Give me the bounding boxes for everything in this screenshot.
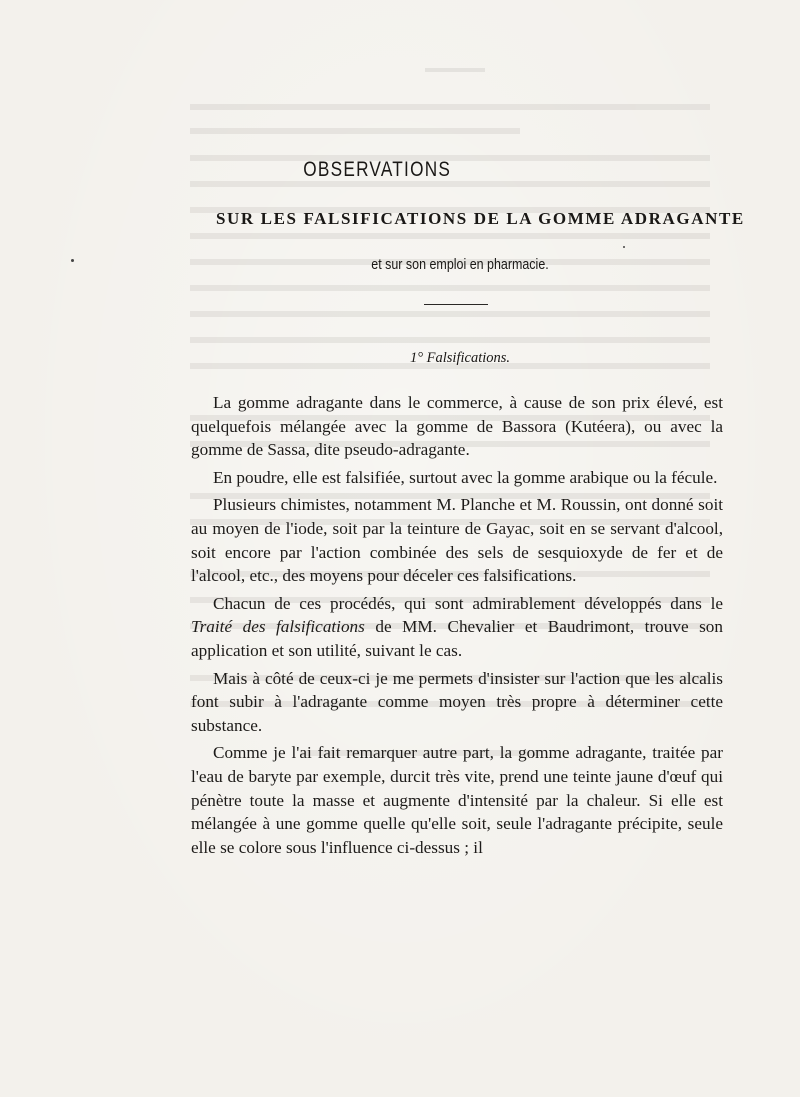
title-rule (424, 304, 488, 305)
page-title: OBSERVATIONS (303, 158, 452, 181)
paragraph: La gomme adragante dans le commerce, à cause de son prix élevé, est quelquefois mélangée avec la gomme de Bassora (Kutéera), ou avec la gomme de Sassa, dite pseudo-adragante. (191, 393, 723, 460)
paragraph: Mais à côté de ceux-ci je me permets d'insister sur l'action que les alcalis font subir à l'adragante comme moyen très propre à déterminer cette substance. (191, 668, 723, 735)
paragraph: En poudre, elle est falsifiée, surtout avec la gomme arabique ou la fécule. (213, 467, 718, 487)
paragraph-text: de MM. Chevalier et Baudrimont, trouve son application et son utilité, suivant le cas. (191, 617, 723, 660)
book-title: Traité des falsifications (191, 617, 365, 637)
page-subtitle-secondary: et sur son emploi en pharmacie. (371, 257, 549, 273)
section-heading: 1° Falsifications. (409, 350, 511, 366)
paragraph: Plusieurs chimistes, notamment M. Planche et M. Roussin, ont donné soit au moyen de l'iode, soit par la teinture de Gayac, soit en se servant d'alcool, soit encore par l'action combinée des sels de sesquioxyde de fer et de l'alcool, etc., des moyens pour déceler ces falsifications. (191, 495, 723, 586)
paragraph: Comme je l'ai fait remarquer autre part, la gomme adragante, traitée par l'eau de baryte par exemple, durcit très vite, prend une teinte jaune d'œuf qui pénètre toute la masse et augmente d'intensité par la chaleur. Si elle est mélangée à une gomme quelle qu'elle soit, seule l'adragante précipite, seule elle se colore sous l'influence ci-dessus ; il (191, 743, 723, 857)
paragraph-text: Chacun de ces procédés, qui sont admirablement développés dans le (213, 593, 723, 613)
page-subtitle: SUR LES FALSIFICATIONS DE LA GOMME ADRAGANTE (216, 209, 745, 228)
speck (71, 259, 74, 262)
body-text (191, 391, 723, 859)
paragraph (191, 592, 723, 663)
speck (623, 246, 625, 248)
